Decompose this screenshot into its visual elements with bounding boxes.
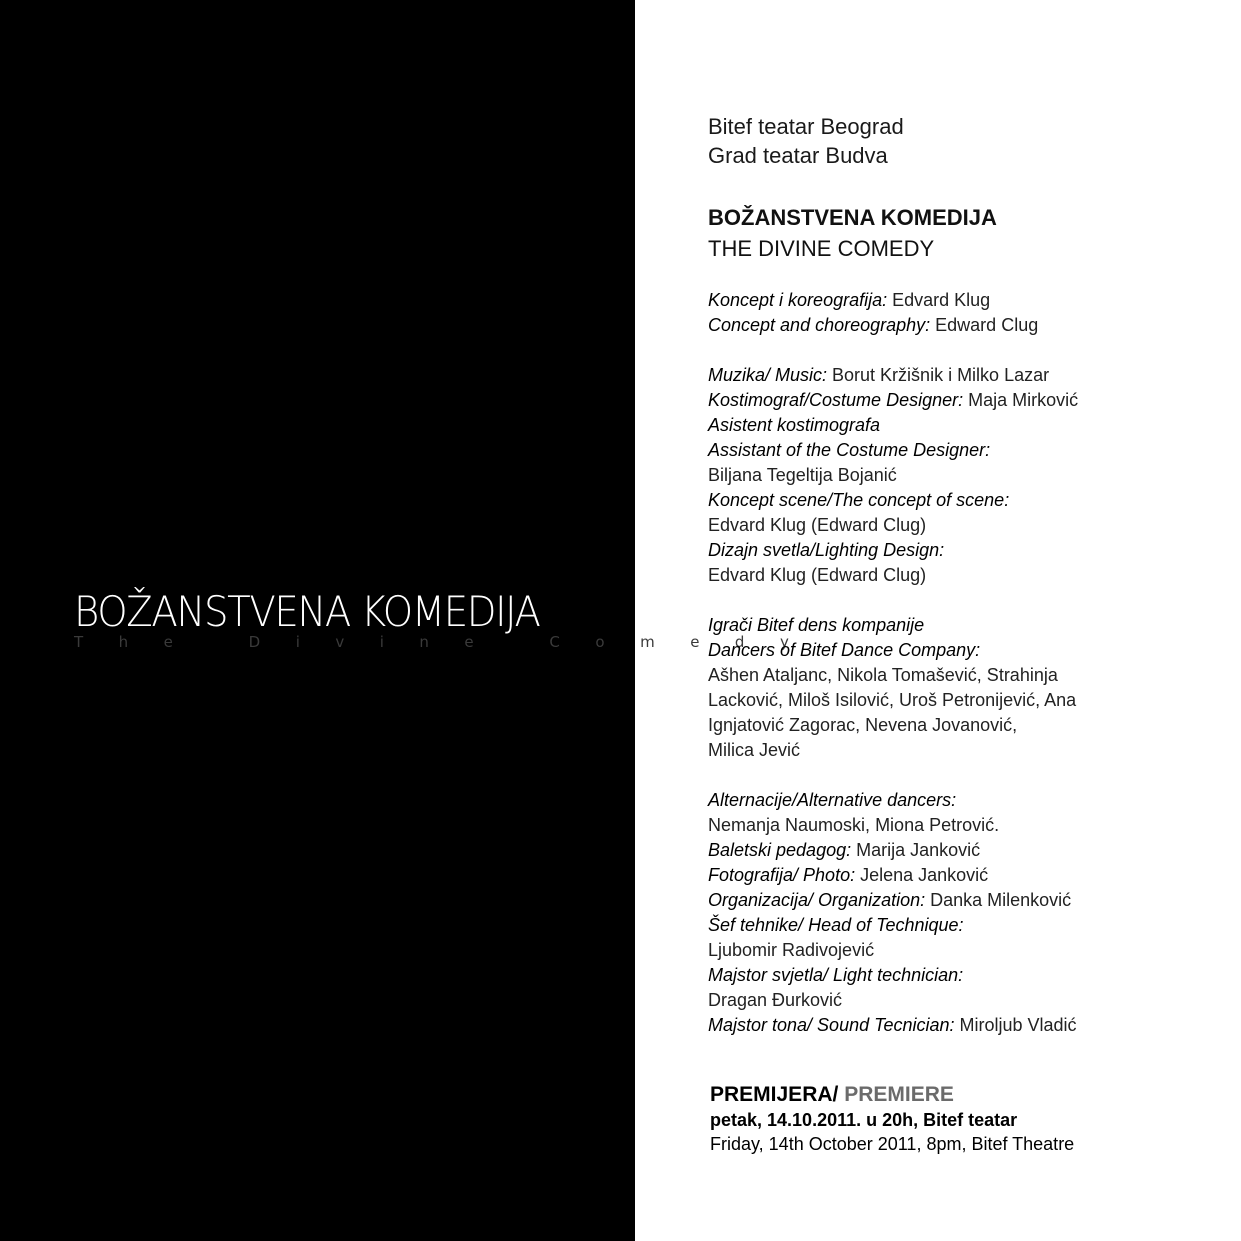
credit-label: Šef tehnike/ Head of Technique: — [708, 915, 964, 935]
credit-label: Baletski pedagog: — [708, 840, 852, 860]
credit-value: Nemanja Naumoski, Miona Petrović. — [708, 815, 1000, 835]
credit-photo — [708, 863, 1228, 888]
credit-label: Kostimograf/Costume Designer: — [708, 390, 964, 410]
credit-assistant-value — [708, 463, 1228, 488]
credit-value: Jelena Janković — [855, 865, 989, 885]
credit-light-tech-value — [708, 988, 1228, 1013]
credit-value: Edvard Klug — [887, 290, 991, 310]
show-title-local: BOŽANSTVENA KOMEDIJA — [708, 205, 997, 230]
premiere-date-local: petak, 14.10.2011. u 20h, Bitef teatar — [710, 1110, 1018, 1130]
premiere-block — [710, 1082, 1074, 1156]
credit-label: Majstor svjetla/ Light technician: — [708, 965, 964, 985]
credit-label: Fotografija/ Photo: — [708, 865, 856, 885]
credit-label: Majstor tona/ Sound Tecnician: — [708, 1015, 955, 1035]
credit-sound — [708, 1013, 1228, 1038]
credit-label: Concept and choreography: — [708, 315, 931, 335]
credit-label: Igrači Bitef dens kompanije — [708, 615, 925, 635]
credit-label: Dizajn svetla/Lighting Design: — [708, 540, 945, 560]
credit-value: Danka Milenković — [925, 890, 1072, 910]
credit-value: Ašhen Ataljanc, Nikola Tomašević, Strahinja — [708, 665, 1058, 685]
credit-tech — [708, 913, 1228, 938]
credit-label: Assistant of the Costume Designer: — [708, 440, 991, 460]
credit-value: Milica Jević — [708, 740, 801, 760]
dancers-line — [708, 738, 1228, 763]
credit-value: Edvard Klug (Edward Clug) — [708, 565, 927, 585]
credit-scene — [708, 488, 1228, 513]
premiere-label-local: PREMIJERA/ — [710, 1083, 845, 1106]
venue-belgrade: Bitef teatar Beograd — [708, 114, 904, 139]
credit-concept-en — [708, 313, 1228, 338]
dancers-line — [708, 663, 1228, 688]
credit-light-tech — [708, 963, 1228, 988]
cover-subtitle: The Divine Comedy — [74, 633, 825, 651]
credit-scene-value — [708, 513, 1228, 538]
credit-value: Borut Kržišnik i Milko Lazar — [827, 365, 1050, 385]
credit-value: Marija Janković — [851, 840, 981, 860]
venue-budva: Grad teatar Budva — [708, 143, 888, 168]
credit-label: Organizacija/ Organization: — [708, 890, 926, 910]
credit-alternates — [708, 788, 1228, 813]
credit-value: Ljubomir Radivojević — [708, 940, 875, 960]
credits-list — [708, 288, 1228, 1038]
dancers-line — [708, 713, 1228, 738]
credit-label: Alternacije/Alternative dancers: — [708, 790, 957, 810]
credit-dancers-local — [708, 613, 1228, 638]
credit-concept-local — [708, 288, 1228, 313]
credit-label: Asistent kostimografa — [708, 415, 881, 435]
credit-music — [708, 363, 1228, 388]
cover-title: BOŽANSTVENA KOMEDIJA — [74, 587, 540, 636]
credit-assistant-en — [708, 438, 1228, 463]
credit-tech-value — [708, 938, 1228, 963]
credit-value: Biljana Tegeltija Bojanić — [708, 465, 897, 485]
credit-lighting-value — [708, 563, 1228, 588]
dancers-line — [708, 688, 1228, 713]
credit-assistant-local — [708, 413, 1228, 438]
premiere-label-en: PREMIERE — [844, 1083, 954, 1106]
credit-label: Muzika/ Music: — [708, 365, 828, 385]
credit-value: Lacković, Miloš Isilović, Uroš Petronijević, Ana — [708, 690, 1077, 710]
premiere-heading — [710, 1082, 1074, 1108]
credit-costume — [708, 388, 1228, 413]
credit-dancers-en — [708, 638, 1228, 663]
credit-lighting — [708, 538, 1228, 563]
credit-value: Edward Clug — [930, 315, 1039, 335]
credit-label: Koncept i koreografija: — [708, 290, 888, 310]
credit-ballet — [708, 838, 1228, 863]
show-title-english: THE DIVINE COMEDY — [708, 236, 935, 261]
credit-value: Edvard Klug (Edward Clug) — [708, 515, 927, 535]
premiere-date-en: Friday, 14th October 2011, 8pm, Bitef Theatre — [710, 1134, 1075, 1154]
credit-value: Dragan Đurković — [708, 990, 843, 1010]
credit-label: Dancers of Bitef Dance Company: — [708, 640, 981, 660]
credit-organization — [708, 888, 1228, 913]
credit-value: Miroljub Vladić — [954, 1015, 1077, 1035]
credit-value: Ignjatović Zagorac, Nevena Jovanović, — [708, 715, 1018, 735]
credit-value: Maja Mirković — [963, 390, 1079, 410]
credit-label: Koncept scene/The concept of scene: — [708, 490, 1010, 510]
credit-alternates-value — [708, 813, 1228, 838]
